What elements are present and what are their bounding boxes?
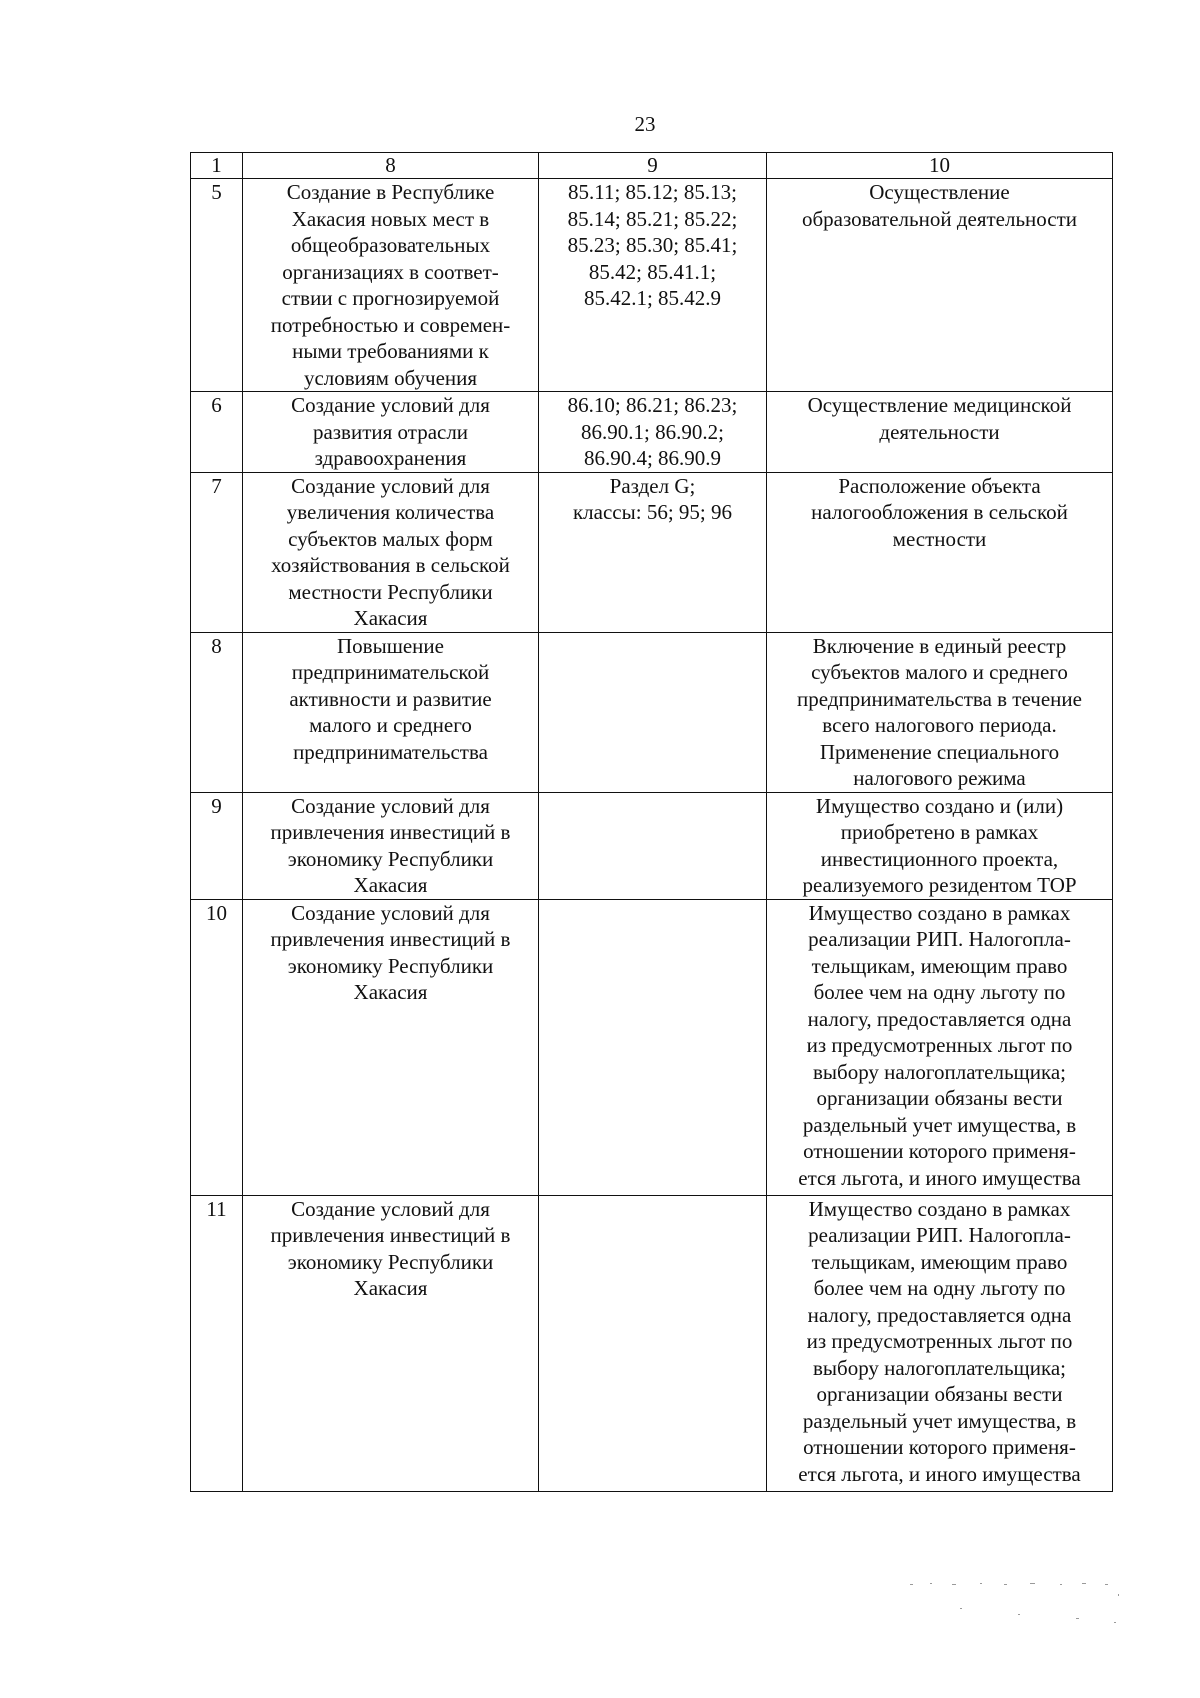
okved-codes-cell [539,899,767,1195]
header-cell-col8: 8 [243,153,539,179]
header-cell-col10: 10 [767,153,1113,179]
table-header-row [191,153,1113,179]
condition-cell: Имущество создано в рамках реализации РИП. Налогопла- тельщикам, имеющим право более чем на одну льготу по налогу, предоставляется одна из предусмотренных льгот по выбору налогоплательщика; организации обязаны вести раздельный учет имущества, в отношении которого применя- ется льгота, и иного имущества [767,1195,1113,1491]
row-number: 5 [191,179,243,392]
goal-cell: Создание условий для привлечения инвестиций в экономику Республики Хакасия [243,792,539,899]
table-row [191,632,1113,792]
goal-cell: Создание условий для развития отрасли здравоохранения [243,392,539,473]
condition-cell: Расположение объекта налогообложения в сельской местности [767,472,1113,632]
row-number: 11 [191,1195,243,1491]
okved-codes-cell: 85.11; 85.12; 85.13; 85.14; 85.21; 85.22; 85.23; 85.30; 85.41; 85.42; 85.41.1; 85.42.1; 85.42.9 [539,179,767,392]
okved-codes-cell [539,792,767,899]
condition-cell: Осуществление медицинской деятельности [767,392,1113,473]
row-number: 8 [191,632,243,792]
condition-cell: Включение в единый реестр субъектов малого и среднего предпринимательства в течение всего налогового периода. Применение специального налогового режима [767,632,1113,792]
benefits-table [190,152,1113,1492]
table-row [191,899,1113,1195]
table-row [191,472,1113,632]
condition-cell: Имущество создано в рамках реализации РИП. Налогопла- тельщикам, имеющим право более чем на одну льготу по налогу, предоставляется одна из предусмотренных льгот по выбору налогоплательщика; организации обязаны вести раздельный учет имущества, в отношении которого применя- ется льгота, и иного имущества [767,899,1113,1195]
condition-cell: Осуществление образовательной деятельности [767,179,1113,392]
condition-cell: Имущество создано и (или) приобретено в рамках инвестиционного проекта, реализуемого резидентом ТОР [767,792,1113,899]
table-row [191,392,1113,473]
row-number: 9 [191,792,243,899]
goal-cell: Создание условий для привлечения инвестиций в экономику Республики Хакасия [243,899,539,1195]
goal-cell: Повышение предпринимательской активности и развитие малого и среднего предпринимательства [243,632,539,792]
goal-cell: Создание в Республике Хакасия новых мест в общеобразовательных организациях в соответ- ствии с прогнозируемой потребностью и современ- ными требованиями к условиям обучения [243,179,539,392]
goal-cell: Создание условий для привлечения инвестиций в экономику Республики Хакасия [243,1195,539,1491]
row-number: 7 [191,472,243,632]
page-number: 23 [634,112,656,136]
table-row [191,1195,1113,1491]
table-row [191,792,1113,899]
row-number: 6 [191,392,243,473]
okved-codes-cell: 86.10; 86.21; 86.23; 86.90.1; 86.90.2; 86.90.4; 86.90.9 [539,392,767,473]
okved-codes-cell: Раздел G; классы: 56; 95; 96 [539,472,767,632]
okved-codes-cell [539,632,767,792]
table-row [191,179,1113,392]
row-number: 10 [191,899,243,1195]
goal-cell: Создание условий для увеличения количества субъектов малых форм хозяйствования в сельской местности Республики Хакасия [243,472,539,632]
header-cell-col1: 1 [191,153,243,179]
header-cell-col9: 9 [539,153,767,179]
okved-codes-cell [539,1195,767,1491]
scan-noise [900,1578,1125,1628]
